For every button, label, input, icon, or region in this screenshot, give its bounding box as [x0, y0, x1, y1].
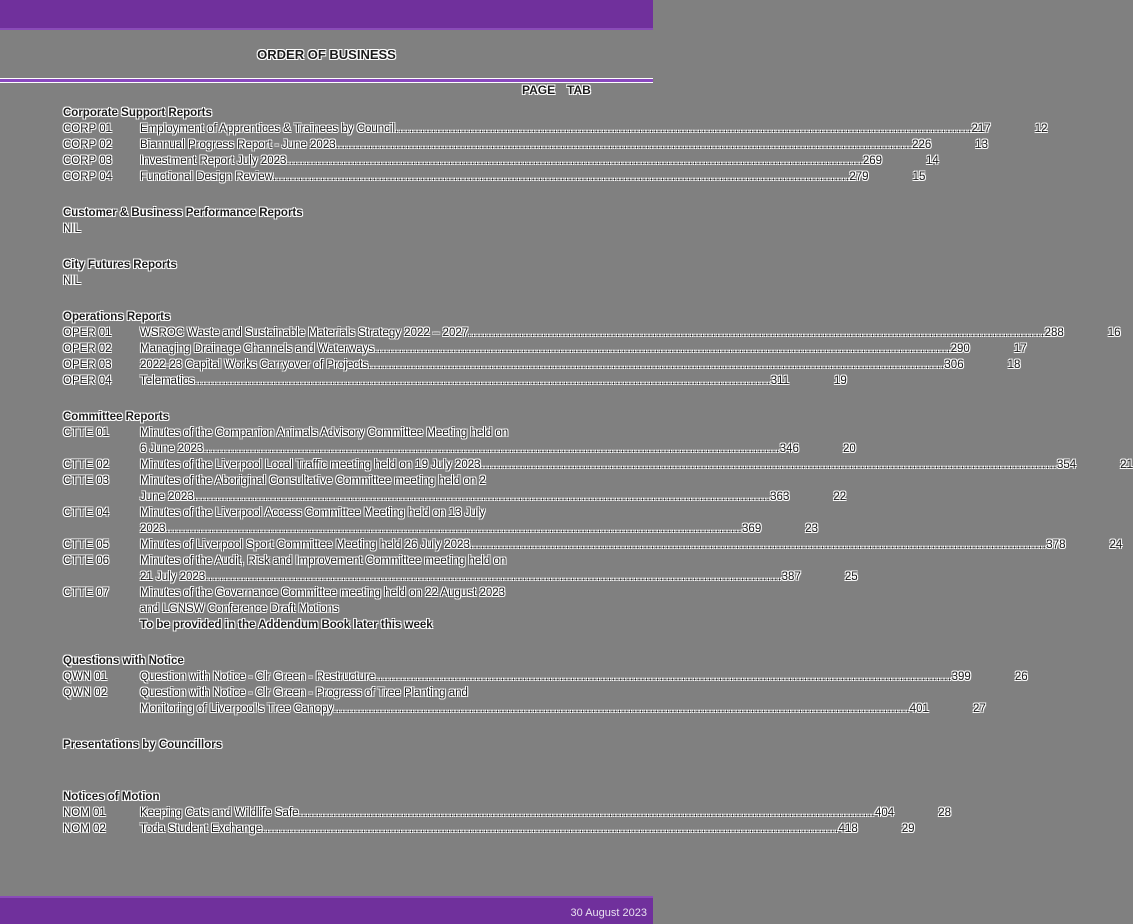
- section-title: Customer & Business Performance Reports: [63, 207, 303, 219]
- item-code: NOM 02: [63, 823, 106, 835]
- item-description: [140, 153, 939, 169]
- tab-number: 15: [912, 171, 926, 183]
- agenda-item[interactable]: [63, 537, 1123, 553]
- dot-leader: [194, 373, 770, 389]
- section-title: Presentations by Councillors: [63, 739, 223, 751]
- section-title: Notices of Motion: [63, 791, 160, 803]
- dot-leader: [194, 489, 770, 505]
- item-note: To be provided in the Addendum Book later this week: [140, 619, 433, 631]
- item-title-line: Minutes of the Liverpool Access Committee Meeting held on 13 July: [140, 507, 486, 519]
- page-number: 401: [909, 703, 929, 715]
- dot-leader: [333, 701, 909, 717]
- column-header-page: PAGE: [522, 83, 556, 97]
- agenda-item[interactable]: [63, 169, 926, 185]
- item-title-line: Investment Report July 2023: [140, 155, 287, 167]
- dot-leader: [166, 521, 742, 537]
- agenda-item[interactable]: [63, 805, 951, 821]
- agenda-item[interactable]: [63, 121, 1048, 137]
- agenda-item[interactable]: [63, 505, 819, 537]
- item-code: QWN 02: [63, 687, 108, 699]
- agenda-item[interactable]: [63, 553, 858, 585]
- item-title-line: Biannual Progress Report - June 2023: [140, 139, 336, 151]
- agenda-item[interactable]: [63, 153, 939, 169]
- section: [63, 257, 593, 289]
- tab-number: 29: [901, 823, 915, 835]
- item-code: CTTE 02: [63, 459, 110, 471]
- section: [63, 205, 593, 237]
- dot-leader: [286, 153, 862, 169]
- section-title: Corporate Support Reports: [63, 107, 212, 119]
- tab-number: 27: [972, 703, 986, 715]
- item-title-line: Minutes of the Liverpool Local Traffic meeting held on 19 July 2023: [140, 459, 481, 471]
- item-title-line: Minutes of the Governance Committee meeting held on 22 August 2023: [140, 587, 506, 599]
- agenda-item[interactable]: [63, 137, 989, 153]
- item-title-line: Managing Drainage Channels and Waterways: [140, 343, 375, 355]
- footer-bar: [0, 896, 653, 924]
- item-description: [140, 121, 1047, 137]
- agenda-item[interactable]: [63, 473, 847, 505]
- item-title-line: 21 July 2023: [140, 571, 206, 583]
- item-title-line: Telematics: [140, 375, 195, 387]
- dot-leader: [273, 169, 849, 185]
- dot-leader: [375, 669, 951, 685]
- tab-number: 17: [1013, 343, 1027, 355]
- item-description: [140, 357, 1020, 373]
- item-code: CTTE 07: [63, 587, 110, 599]
- item-description: [140, 821, 915, 837]
- item-title-line: Minutes of the Aboriginal Consultative Committee meeting held on 2: [140, 475, 486, 487]
- item-code: CORP 03: [63, 155, 113, 167]
- item-description: [140, 805, 951, 821]
- item-description: [140, 169, 925, 185]
- item-code: CORP 02: [63, 139, 113, 151]
- item-code: OPER 04: [63, 375, 112, 387]
- page-number: 269: [862, 155, 883, 167]
- page-title: ORDER OF BUSINESS: [257, 47, 396, 62]
- item-code: CTTE 03: [63, 475, 110, 487]
- item-title-line: WSROC Waste and Sustainable Materials Strategy 2022 – 2027: [140, 327, 469, 339]
- item-code: CTTE 06: [63, 555, 110, 567]
- item-description: [140, 585, 593, 633]
- tab-number: 19: [833, 375, 847, 387]
- page-number: 378: [1046, 539, 1066, 551]
- item-description: [140, 685, 986, 717]
- item-code: CTTE 05: [63, 539, 110, 551]
- agenda-item[interactable]: [63, 373, 847, 389]
- item-code: OPER 03: [63, 359, 112, 371]
- item-title-line: Functional Design Review: [140, 171, 273, 183]
- item-description: [140, 669, 1028, 685]
- tab-number: 24: [1109, 539, 1123, 551]
- tab-number: 28: [938, 807, 951, 819]
- section: [63, 737, 593, 753]
- item-description: [140, 537, 1122, 553]
- agenda-item[interactable]: [63, 669, 1028, 685]
- item-description: [140, 373, 847, 389]
- dot-leader: [374, 341, 950, 357]
- section: [63, 105, 1048, 185]
- dot-leader: [336, 137, 912, 153]
- page-number: 290: [950, 343, 970, 355]
- page-number: 311: [770, 375, 790, 387]
- section-title: Committee Reports: [63, 411, 170, 423]
- footer-date: 30 August 2023: [570, 907, 647, 919]
- tab-number: 20: [842, 443, 856, 455]
- section: [63, 653, 1028, 717]
- dot-leader: [470, 537, 1046, 553]
- item-description: [140, 553, 858, 585]
- item-title-line: June 2023: [140, 491, 194, 503]
- dot-leader: [203, 441, 779, 457]
- item-description: [140, 341, 1027, 357]
- item-title-line: Toda Student Exchange: [140, 823, 263, 835]
- page-number: 288: [1044, 327, 1064, 339]
- item-code: CORP 04: [63, 171, 113, 183]
- nil-label: NIL: [63, 275, 81, 287]
- column-header-tab: TAB: [567, 83, 591, 97]
- item-title-line: Keeping Cats and Wildlife Safe: [140, 807, 299, 819]
- tab-number: 13: [975, 139, 989, 151]
- tab-number: 12: [1034, 123, 1048, 135]
- section-title: Questions with Notice: [63, 655, 184, 667]
- order-of-business-list: [63, 105, 1133, 857]
- item-title-line: Minutes of the Audit, Risk and Improvement Committee meeting held on: [140, 555, 507, 567]
- page-number: 354: [1056, 459, 1077, 471]
- dot-leader: [299, 805, 875, 821]
- page-number: 226: [912, 139, 932, 151]
- agenda-item[interactable]: [63, 821, 915, 837]
- item-code: CTTE 01: [63, 427, 110, 439]
- section: [63, 309, 1121, 389]
- section-title: Operations Reports: [63, 311, 171, 323]
- page-number: 387: [781, 571, 801, 583]
- page-number: 346: [779, 443, 799, 455]
- item-title-line: Monitoring of Liverpool's Tree Canopy: [140, 703, 334, 715]
- page-number: 399: [951, 671, 971, 683]
- agenda-item[interactable]: [63, 585, 593, 633]
- page-number: 369: [742, 523, 762, 535]
- item-code: CTTE 04: [63, 507, 110, 519]
- page-number: 363: [770, 491, 790, 503]
- tab-number: 14: [926, 155, 939, 167]
- agenda-item[interactable]: [63, 685, 986, 717]
- item-title-line: Question with Notice - Clr Green - Restructure: [140, 671, 376, 683]
- tab-number: 21: [1120, 459, 1133, 471]
- item-description: [140, 473, 846, 505]
- dot-leader: [468, 325, 1044, 341]
- item-description: [140, 137, 988, 153]
- item-code: OPER 01: [63, 327, 112, 339]
- item-title-line: Employment of Apprentices & Trainees by Council: [140, 123, 396, 135]
- dot-leader: [262, 821, 838, 837]
- item-code: QWN 01: [63, 671, 108, 683]
- tab-number: 18: [1007, 359, 1021, 371]
- item-title-line: and LGNSW Conference Draft Motions: [140, 603, 339, 615]
- page-number: 217: [971, 123, 991, 135]
- agenda-item[interactable]: [63, 325, 1121, 341]
- item-title-line: Question with Notice - Clr Green - Progress of Tree Planting and: [140, 687, 468, 699]
- item-description: [140, 457, 1133, 473]
- section: [63, 409, 1133, 633]
- tab-number: 16: [1107, 327, 1121, 339]
- item-description: [140, 425, 856, 457]
- agenda-item[interactable]: [63, 357, 1021, 373]
- item-title-line: Minutes of Liverpool Sport Committee Meeting held 26 July 2023: [140, 539, 470, 551]
- tab-number: 25: [844, 571, 858, 583]
- item-code: OPER 02: [63, 343, 112, 355]
- tab-number: 22: [833, 491, 847, 503]
- header-bar: [0, 0, 653, 30]
- dot-leader: [395, 121, 971, 137]
- item-description: [140, 325, 1121, 341]
- page-number: 306: [944, 359, 964, 371]
- agenda-item[interactable]: [63, 425, 856, 457]
- item-title-line: 2022-23 Capital Works Carryover of Projects: [140, 359, 368, 371]
- tab-number: 23: [805, 523, 819, 535]
- tab-number: 26: [1014, 671, 1028, 683]
- item-title-line: 2023: [140, 523, 166, 535]
- section-title: City Futures Reports: [63, 259, 177, 271]
- item-code: NOM 01: [63, 807, 106, 819]
- item-title-line: 6 June 2023: [140, 443, 204, 455]
- agenda-item[interactable]: [63, 341, 1027, 357]
- page-number: 418: [838, 823, 858, 835]
- dot-leader: [205, 569, 781, 585]
- page-number: 279: [849, 171, 869, 183]
- dot-leader: [368, 357, 944, 373]
- nil-label: NIL: [63, 223, 81, 235]
- agenda-item[interactable]: [63, 457, 1133, 473]
- item-code: CORP 01: [63, 123, 113, 135]
- item-description: [140, 505, 818, 537]
- section: [63, 789, 951, 837]
- item-title-line: Minutes of the Companion Animals Advisory Committee Meeting held on: [140, 427, 509, 439]
- dot-leader: [481, 457, 1057, 473]
- page-number: 404: [874, 807, 895, 819]
